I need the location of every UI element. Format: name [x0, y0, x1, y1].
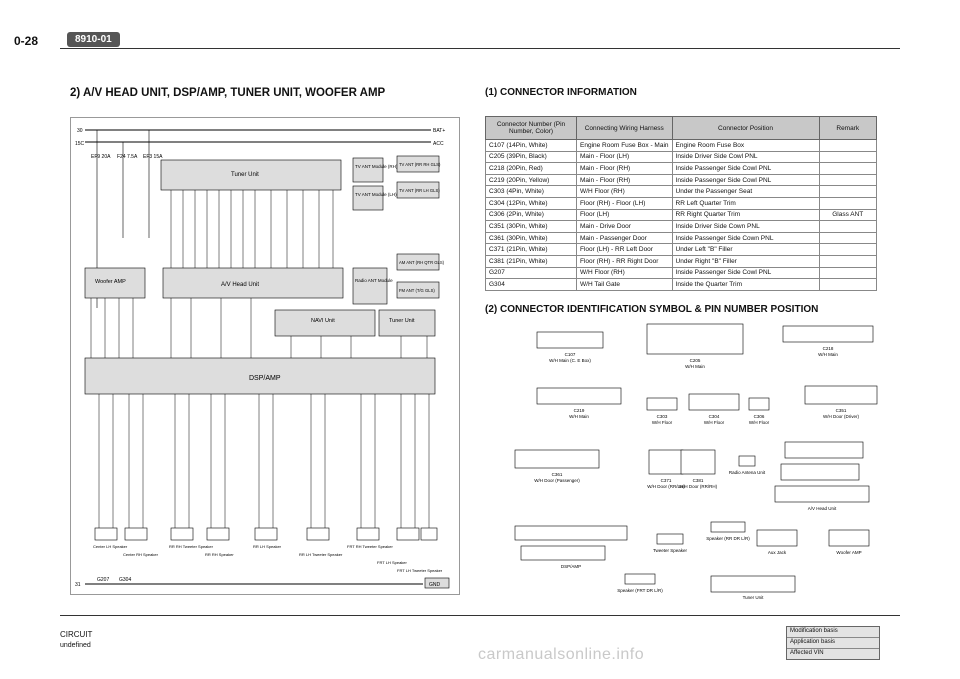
- c361-label: C361: [551, 472, 563, 477]
- table-row: C218 (20Pin, Red) Main - Floor (RH) Inside Passenger Side Cowl PNL: [486, 163, 877, 175]
- av-head-label: A/V Head Unit: [221, 282, 260, 288]
- c205-label: C205: [689, 358, 701, 363]
- spk-center-lh: Center LH Speaker: [93, 544, 128, 549]
- table-row: C371 (21Pin, White) Floor (LH) - RR Left Door Under Left "B" Filler: [486, 244, 877, 256]
- footer-rule: [60, 615, 900, 616]
- c361-sub: W/H Door (Passenger): [534, 478, 580, 483]
- table-row: C107 (14Pin, White) Engine Room Fuse Box - Main Engine Room Fuse Box: [486, 140, 877, 152]
- rail-15c: 15C: [75, 141, 85, 147]
- table-row: C303 (4Pin, White) W/H Floor (RH) Under the Passenger Seat: [486, 186, 877, 198]
- dsp-amp-label: DSP/AMP: [249, 375, 281, 382]
- spk-frt-lh-tweeter: FRT LH Tweeter Speaker: [397, 568, 443, 573]
- table-row: G304 W/H Tail Gate Inside the Quarter Trim: [486, 279, 877, 291]
- col-position: Connector Position: [672, 117, 819, 140]
- connector-info-table: [485, 116, 877, 291]
- c205-sub: W/H Main: [685, 364, 705, 369]
- radio-antena-label: Radio Antena Unit: [728, 470, 766, 475]
- table-row: C205 (39Pin, Black) Main - Floor (LH) Inside Driver Side Cowl PNL: [486, 151, 877, 163]
- tv-ant-rh: TV ANT Module (RH): [355, 164, 398, 169]
- spk-rr-lh: RR LH Speaker: [253, 544, 282, 549]
- modification-basis: Modification basis: [787, 627, 879, 638]
- tuner-unit-2-label: Tuner Unit: [389, 318, 415, 324]
- spk-rr-lh-tweeter: RR LH Tweeter Speaker: [299, 552, 343, 557]
- c219-label: C219: [573, 408, 585, 413]
- rail-acc: ACC: [433, 141, 444, 147]
- tuner-conn-label: Tuner Unit: [742, 595, 764, 600]
- table-row: G207 W/H Floor (RH) Inside Passenger Side Cowl PNL: [486, 267, 877, 279]
- application-basis: Application basis: [787, 638, 879, 649]
- wiring-diagram: [70, 117, 460, 595]
- col-remark: Remark: [819, 117, 876, 140]
- c306-sub: W/H Floor: [748, 420, 770, 425]
- speaker-frt-conn-label: Speaker (FRT DR L/R): [617, 588, 663, 593]
- diagram-title: 2) A/V HEAD UNIT, DSP/AMP, TUNER UNIT, WOOFER AMP: [70, 87, 386, 99]
- c381-sub: W/H Door (RR/RH): [678, 484, 718, 489]
- page-number: 0-28: [14, 34, 39, 48]
- c107-sub: W/H Main (C. E Box): [549, 358, 591, 363]
- c219-sub: W/H Main: [569, 414, 589, 419]
- c304-label: C304: [708, 414, 720, 419]
- tv-ant-lh: TV ANT Module (LH): [355, 192, 397, 197]
- tv-ant-rr-lh: TV ANT (RR LH GLS): [399, 188, 440, 193]
- rail-30: 30: [77, 128, 83, 134]
- watermark: carmanualsonline.info: [478, 646, 645, 663]
- dsp-conn-label: DSP/AMP: [560, 564, 582, 569]
- spk-frt-rh-tweeter: FRT RH Tweeter Speaker: [347, 544, 393, 549]
- rail-31: 31: [75, 582, 81, 588]
- table-row: C306 (2Pin, White) Floor (LH) RR Right Quarter Trim Glass ANT: [486, 209, 877, 221]
- footer-sub: undefined: [60, 642, 91, 649]
- fm-ant: FM ANT (T/G GLS): [399, 288, 435, 293]
- woofer-amp-label: Woofer AMP: [95, 279, 126, 285]
- rail-bat: BAT+: [433, 128, 446, 134]
- am-ant: AM ANT (RH QTR GLS): [399, 260, 445, 265]
- spk-center-rh: Center RH Speaker: [123, 552, 158, 557]
- connector-id-diagrams: [485, 318, 881, 600]
- tweeter-conn-label: Tweeter Speaker: [652, 548, 688, 553]
- ground-g207: G207: [97, 577, 110, 583]
- c107-label: C107: [564, 352, 576, 357]
- spk-frt-lh: FRT LH Speaker: [377, 560, 407, 565]
- section-code-badge: 8910-01: [67, 32, 120, 47]
- ground-g304: G304: [119, 577, 132, 583]
- fuse-ef9: EF9 20A: [91, 154, 111, 160]
- c218-sub: W/H Main: [818, 352, 838, 357]
- av-head-conn-label: A/V Head Unit: [807, 506, 837, 511]
- c306-label: C306: [753, 414, 765, 419]
- table-row: C219 (20Pin, Yellow) Main - Floor (RH) Inside Passenger Side Cowl PNL: [486, 174, 877, 186]
- header-rule: [60, 48, 900, 49]
- c304-sub: W/H Floor: [703, 420, 725, 425]
- col-connector: Connector Number (Pin Number, Color): [486, 117, 577, 140]
- c351-sub: W/H Door (Driver): [823, 414, 859, 419]
- gnd-box: GND: [429, 582, 441, 588]
- navi-unit-label: NAVI Unit: [311, 318, 335, 324]
- c351-label: C351: [835, 408, 847, 413]
- fuse-ef3: EF3 15A: [143, 154, 163, 160]
- footer-circuit: CIRCUIT: [60, 630, 93, 639]
- table-row: C381 (21Pin, White) Floor (RH) - RR Right Door Under Right "B" Filler: [486, 255, 877, 267]
- connector-id-title: (2) CONNECTOR IDENTIFICATION SYMBOL & PIN NUMBER POSITION: [485, 304, 819, 315]
- table-row: C361 (30Pin, White) Main - Passenger Door Inside Passenger Side Cown PNL: [486, 232, 877, 244]
- aux-jack-label: Aux Jack: [767, 550, 787, 555]
- c381-label: C381: [692, 478, 704, 483]
- woofer-conn-label: Woofer AMP: [836, 550, 862, 555]
- c371-sub: W/H Door (RR/LH): [647, 484, 685, 489]
- spk-rr-rh-tweeter: RR RH Tweeter Speaker: [169, 544, 213, 549]
- col-harness: Connecting Wiring Harness: [577, 117, 673, 140]
- connector-info-title: (1) CONNECTOR INFORMATION: [485, 87, 637, 98]
- fuse-f24: F24 7.5A: [117, 154, 138, 160]
- c303-sub: W/H Floor: [651, 420, 673, 425]
- c303-label: C303: [656, 414, 668, 419]
- speaker-rr-conn-label: Speaker (RR DR L/R): [706, 536, 750, 541]
- c371-label: C371: [660, 478, 672, 483]
- tuner-unit-label: Tuner Unit: [231, 172, 259, 178]
- revision-box: [786, 626, 880, 660]
- affected-vin: Affected VIN: [787, 649, 879, 659]
- radio-ant-module: Radio ANT Module: [355, 278, 393, 283]
- tv-ant-rr-rh: TV ANT (RR RH GLS): [399, 162, 441, 167]
- table-row: C304 (12Pin, White) Floor (RH) - Floor (LH) RR Left Quarter Trim: [486, 197, 877, 209]
- table-row: C351 (30Pin, White) Main - Drive Door Inside Driver Side Cown PNL: [486, 221, 877, 233]
- c218-label: C218: [822, 346, 834, 351]
- spk-rr-rh: RR RH Speaker: [205, 552, 234, 557]
